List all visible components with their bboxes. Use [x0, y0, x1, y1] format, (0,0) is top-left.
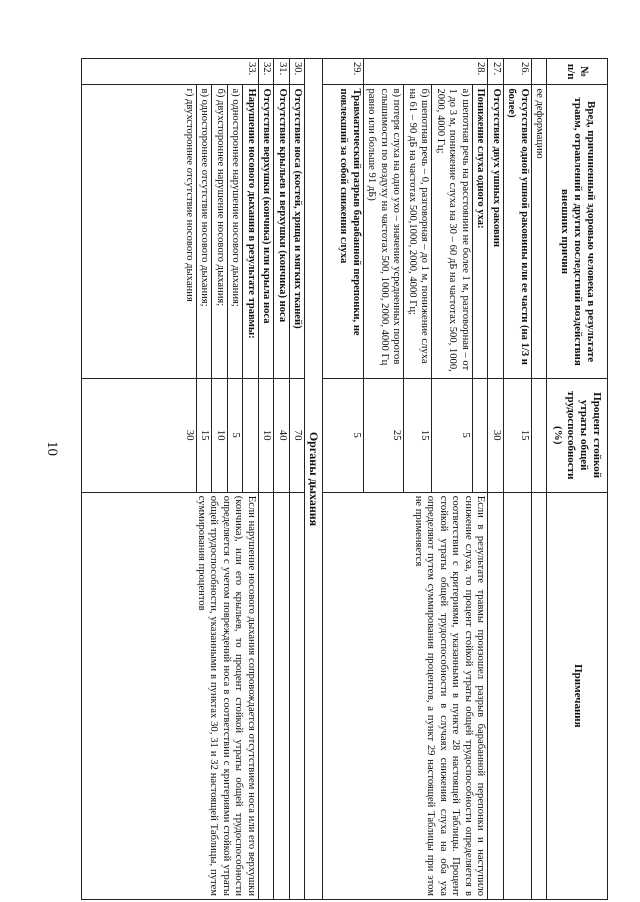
row-description: б) двухстороннее нарушение носового дыхания; [212, 85, 228, 378]
row-description: Нарушение носового дыхания в результате травмы: [243, 85, 259, 378]
row-number: 31. [274, 59, 290, 85]
table-row [503, 59, 531, 900]
header-number: № п/п [547, 59, 608, 85]
header-description: Вред, причиненный здоровью человека в результате травм, отравлений и других последствий воздействия внешних причин [547, 85, 608, 378]
row-percent: 25 [363, 378, 404, 492]
row-number: 32. [258, 59, 274, 85]
carry-over-text: ее деформацию [531, 85, 547, 378]
header-percent: Процент стойкой утраты общей трудоспособности (%) [547, 378, 608, 492]
row-percent: 10 [258, 378, 274, 492]
row-percent: 15 [503, 378, 531, 492]
page-number: 10 [44, 441, 60, 456]
row-number: 28. [363, 59, 488, 85]
row-description: Отсутствие крыльев и верхушки (кончика) носа [274, 85, 290, 378]
note-ear: Если в результате травмы произошел разрыв барабанной перепонки и наступило снижение слуха, то процент стойкой утраты общей трудоспособности определяется в соответствии с критериями, указанными в пункте 28 настоящей Таблицы. Процент стойкой утраты общей трудоспособности в случаях снижения слуха на оба уха определяют путем суммирования процентов, а пункт 29 настоящей Таблицы при этом не применяется [322, 492, 488, 899]
row-percent: 40 [274, 378, 290, 492]
header-notes: Примечания [547, 492, 608, 899]
row-percent: 5 [432, 378, 473, 492]
row-number: 30. [289, 59, 305, 85]
row-description: Отсутствие верхушки (кончика) или крыла носа [258, 85, 274, 378]
table-row [472, 59, 488, 900]
table-row [258, 59, 274, 900]
row-description: Отсутствие одной ушной раковины или ее части (на 1/3 и более) [503, 85, 531, 378]
note-nose: Если нарушение носового дыхания сопровождается отсутствием носа или его верхушки (кончика), или его крыльев, то процент стойкой утраты общей трудоспособности определяется с учетом повреждений носа в соответствии с критериями стойкой утраты общей трудоспособности, указанными в пунктах 30, 31 и 32 настоящей Таблицы, путем суммирования процентов [81, 492, 258, 899]
row-number: 26. [503, 59, 531, 85]
table-row [274, 59, 290, 900]
row-number: 29. [322, 59, 363, 85]
row-description: в) одностороннее отсутствие носового дыхания; [196, 85, 212, 378]
row-percent: 15 [404, 378, 432, 492]
row-description: Понижение слуха одного уха: [472, 85, 488, 378]
row-description: Отсутствие носа (костей, хряща и мягких тканей) [289, 85, 305, 378]
table-row [243, 59, 259, 900]
row-description: а) шепотная речь на расстоянии не более 1 м, разговорная – от 1 до 3 м, понижение слуха на 30 – 60 дБ на частотах 500, 1000, 2000, 4000 Гц; [432, 85, 473, 378]
row-percent: 15 [196, 378, 212, 492]
table-header-row [547, 59, 608, 900]
section-title-breathing: Органы дыхания [305, 59, 322, 900]
injury-table [81, 58, 608, 900]
rotated-page-content [60, 58, 608, 900]
table-row [531, 59, 547, 900]
row-description: Отсутствие двух ушных раковин [488, 85, 504, 378]
row-description: Травматический разрыв барабанной перепонки, не повлекший за собой снижения слуха [322, 85, 363, 378]
row-description: б) шепотная речь – 0, разговорная – до 1 м, понижение слуха на 61 – 90 дБ на частотах 500,1000, 2000, 4000 Гц; [404, 85, 432, 378]
row-description: в) потеря слуха на одно ухо – значение усредненных порогов слышимости по воздуху на частотах 500, 1000, 2000, 4000 Гц равно или больше 91 дБ) [363, 85, 404, 378]
table-row [488, 59, 504, 900]
row-percent: 10 [212, 378, 228, 492]
row-number: 33. [81, 59, 258, 85]
row-number: 27. [488, 59, 504, 85]
table-row [289, 59, 305, 900]
row-description: г) двухстороннее отсутствие носового дыхания [81, 85, 196, 378]
row-description: а) одностороннее нарушение носового дыхания; [227, 85, 243, 378]
row-percent: 5 [227, 378, 243, 492]
section-row [305, 59, 322, 900]
row-percent: 5 [322, 378, 363, 492]
row-percent: 70 [289, 378, 305, 492]
row-percent: 30 [488, 378, 504, 492]
row-percent: 30 [81, 378, 196, 492]
